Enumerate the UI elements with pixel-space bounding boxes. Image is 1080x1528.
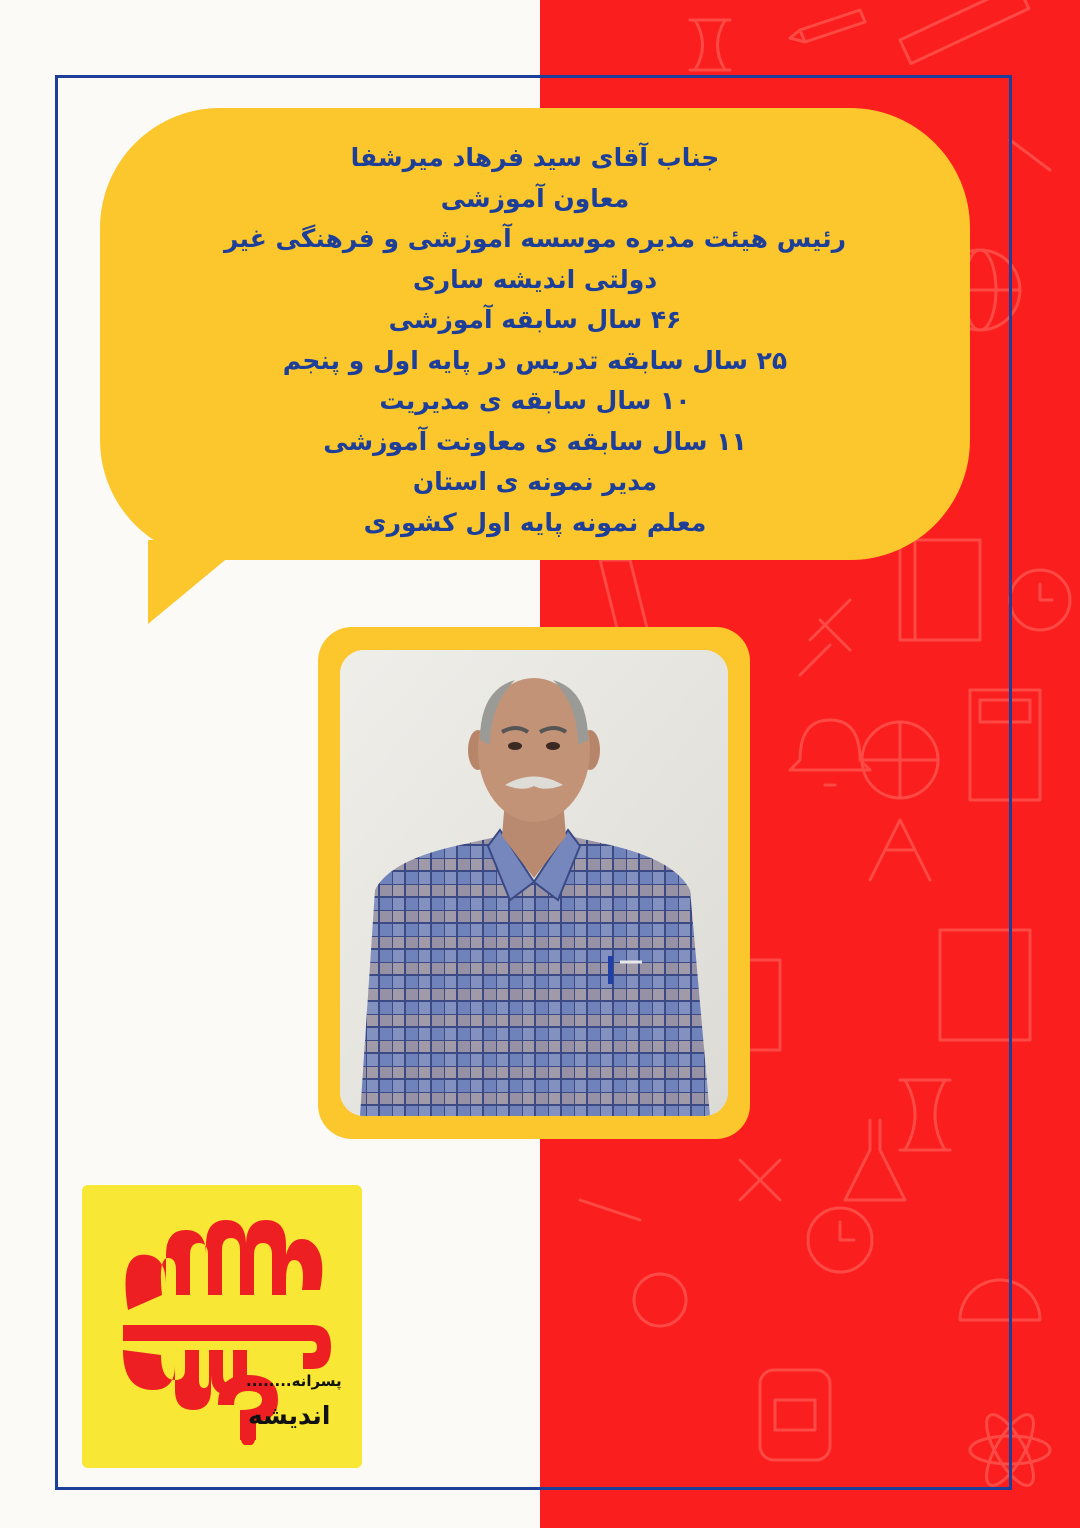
bio-line-role: معاون آموزشی: [440, 183, 630, 213]
bio-line-deputy: ۱۱ سال سابقه ی معاونت آموزشی: [323, 426, 747, 456]
bio-line-management: ۱۰ سال سابقه ی مدیریت: [379, 386, 691, 415]
bio-line-award-province: مدیر نمونه ی استان: [412, 467, 658, 496]
bio-line-institute: دولتی اندیشه ساری: [412, 264, 658, 294]
bio-text-block: [100, 138, 970, 543]
bio-line-experience: ۴۶ سال سابقه آموزشی: [388, 305, 682, 334]
bio-line-name: جناب آقای سید فرهاد میرشفا: [350, 143, 720, 172]
bio-line-board: رئیس هیئت مدیره موسسه آموزشی و فرهنگی غیر: [223, 224, 847, 253]
bio-line-award-national: معلم نمونه پایه اول کشوری: [363, 507, 707, 537]
portrait-photo: [340, 650, 728, 1116]
speech-bubble-tail: [140, 540, 240, 630]
bio-line-teaching: ۲۵ سال سابقه تدریس در پایه اول و پنجم: [282, 345, 788, 375]
logo-tagline: پسرانه........: [246, 1372, 342, 1390]
logo-wordmark: اندیشه: [248, 1401, 331, 1430]
